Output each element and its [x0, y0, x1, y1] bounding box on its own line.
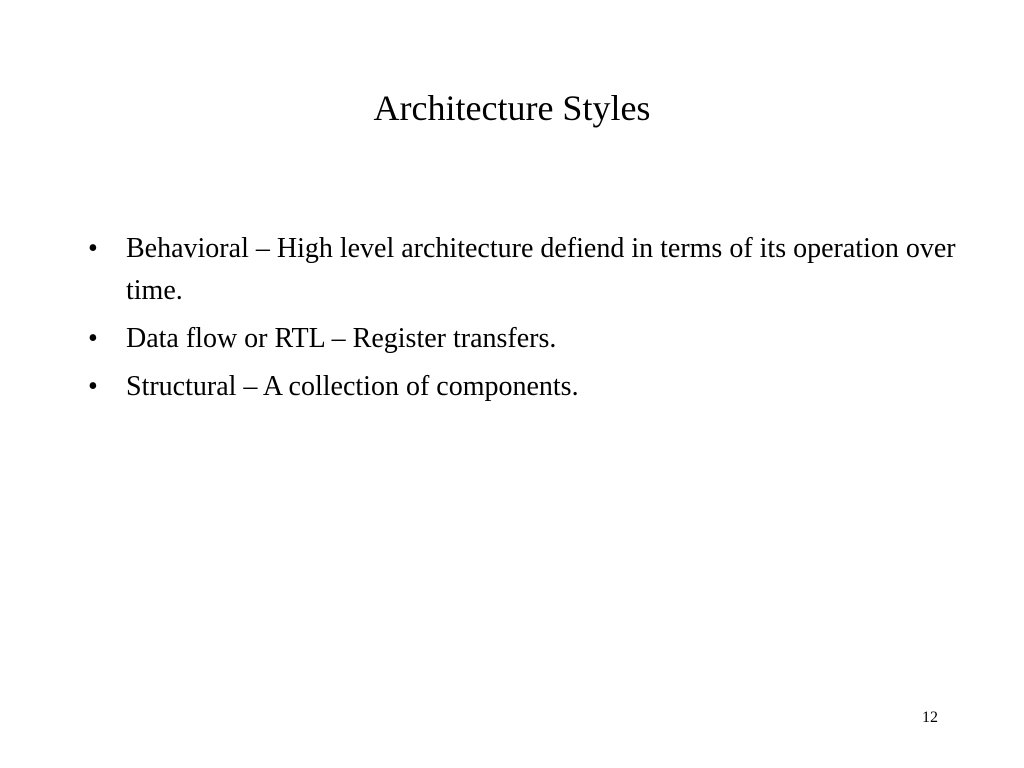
bullet-icon: • — [88, 323, 98, 354]
bullet-text: Behavioral – High level architecture defiend in terms of its operation over time. — [126, 233, 956, 306]
bullet-text: Structural – A collection of components. — [126, 371, 579, 402]
page-number: 12 — [922, 709, 938, 726]
bullet-icon: • — [88, 233, 98, 264]
bullet-text: Data flow or RTL – Register transfers. — [126, 323, 557, 354]
slide-title: Architecture Styles — [373, 88, 651, 128]
bullet-item-structural — [82, 366, 962, 408]
bullet-item-dataflow — [82, 318, 962, 360]
bullet-list — [82, 228, 962, 414]
bullet-icon: • — [88, 371, 98, 402]
bullet-item-behavioral — [82, 228, 962, 312]
